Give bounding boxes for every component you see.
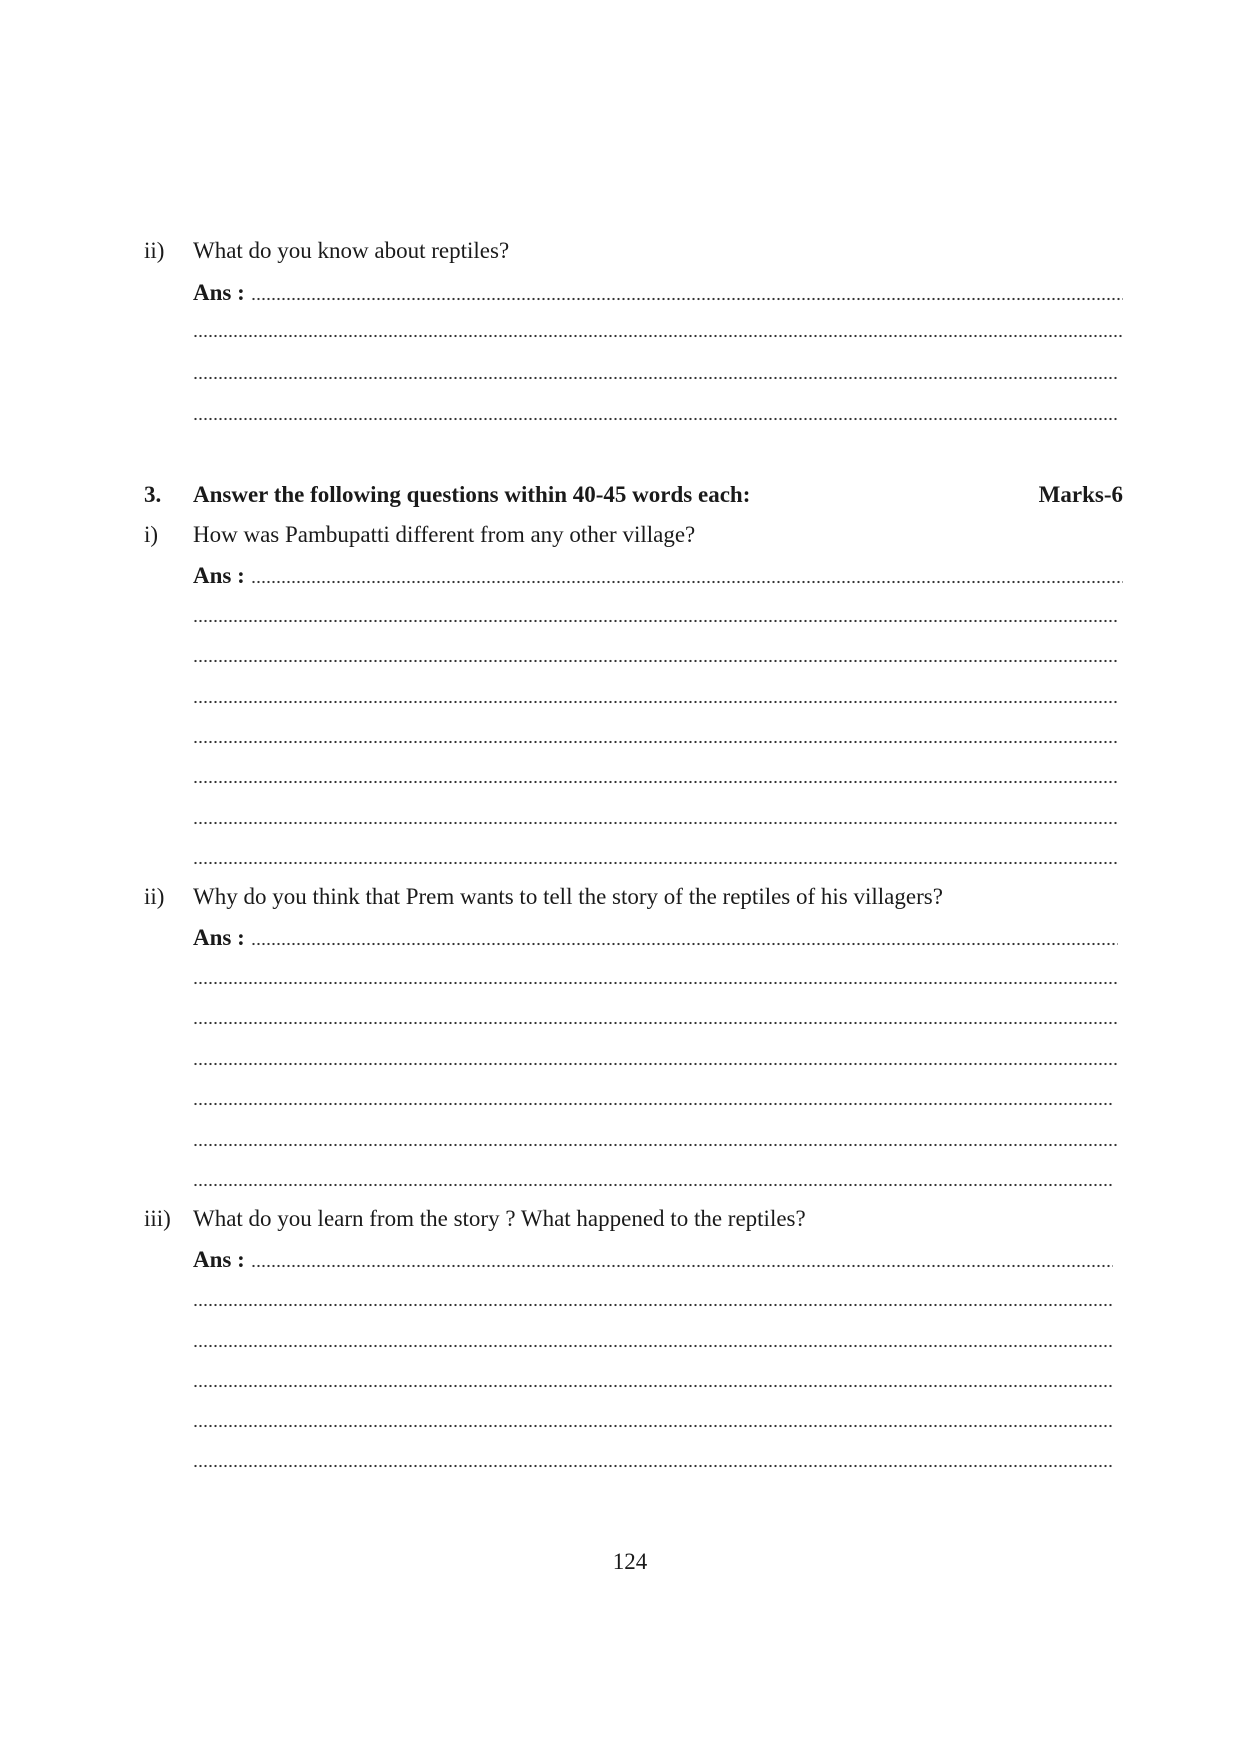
- answer-line[interactable]: [193, 699, 1118, 705]
- answer-line[interactable]: [193, 1142, 1118, 1148]
- page-number: 124: [612, 1549, 648, 1574]
- question-text: How was Pambupatti different from any other village?: [193, 522, 696, 547]
- answer-line[interactable]: [193, 1302, 1113, 1308]
- dotted-line: [251, 296, 1123, 302]
- marks-label: Marks-6: [1038, 482, 1123, 507]
- question-number: i): [144, 522, 159, 547]
- question-text: What do you know about reptiles?: [193, 238, 510, 263]
- answer-line[interactable]: [193, 1463, 1113, 1469]
- question-number: ii): [144, 884, 165, 909]
- question-number: iii): [144, 1206, 171, 1231]
- answer-line[interactable]: [193, 1423, 1113, 1429]
- answer-line[interactable]: [193, 860, 1118, 866]
- section-heading: Answer the following questions within 40-45 words each:: [193, 482, 751, 507]
- answer-line[interactable]: [193, 980, 1118, 986]
- answer-line[interactable]: [193, 658, 1118, 664]
- answer-line[interactable]: [193, 375, 1118, 381]
- question-number: ii): [144, 238, 165, 263]
- question-text: What do you learn from the story ? What happened to the reptiles?: [193, 1206, 806, 1231]
- dotted-line: [251, 941, 1118, 947]
- answer-label: Ans :: [193, 1247, 245, 1272]
- answer-line[interactable]: [193, 739, 1118, 745]
- answer-line[interactable]: [193, 820, 1118, 826]
- dotted-line: [251, 1263, 1113, 1269]
- answer-line[interactable]: [193, 925, 1118, 951]
- answer-line[interactable]: [193, 1061, 1118, 1067]
- section-number: 3.: [144, 482, 162, 507]
- answer-label: Ans :: [193, 563, 245, 588]
- answer-line[interactable]: [193, 1020, 1118, 1026]
- answer-label: Ans :: [193, 925, 245, 950]
- answer-line[interactable]: [193, 618, 1118, 624]
- answer-line[interactable]: [193, 563, 1123, 589]
- answer-line[interactable]: [193, 280, 1123, 306]
- answer-line[interactable]: [193, 1247, 1113, 1273]
- dotted-line: [251, 579, 1123, 585]
- answer-label: Ans :: [193, 280, 245, 305]
- answer-line[interactable]: [193, 416, 1118, 422]
- answer-line[interactable]: [193, 1383, 1113, 1389]
- answer-line[interactable]: [193, 1182, 1113, 1188]
- answer-line[interactable]: [193, 1343, 1113, 1349]
- question-text: Why do you think that Prem wants to tell the story of the reptiles of his villagers?: [193, 884, 943, 909]
- answer-line[interactable]: [193, 333, 1123, 339]
- answer-line[interactable]: [193, 779, 1118, 785]
- answer-line[interactable]: [193, 1101, 1113, 1107]
